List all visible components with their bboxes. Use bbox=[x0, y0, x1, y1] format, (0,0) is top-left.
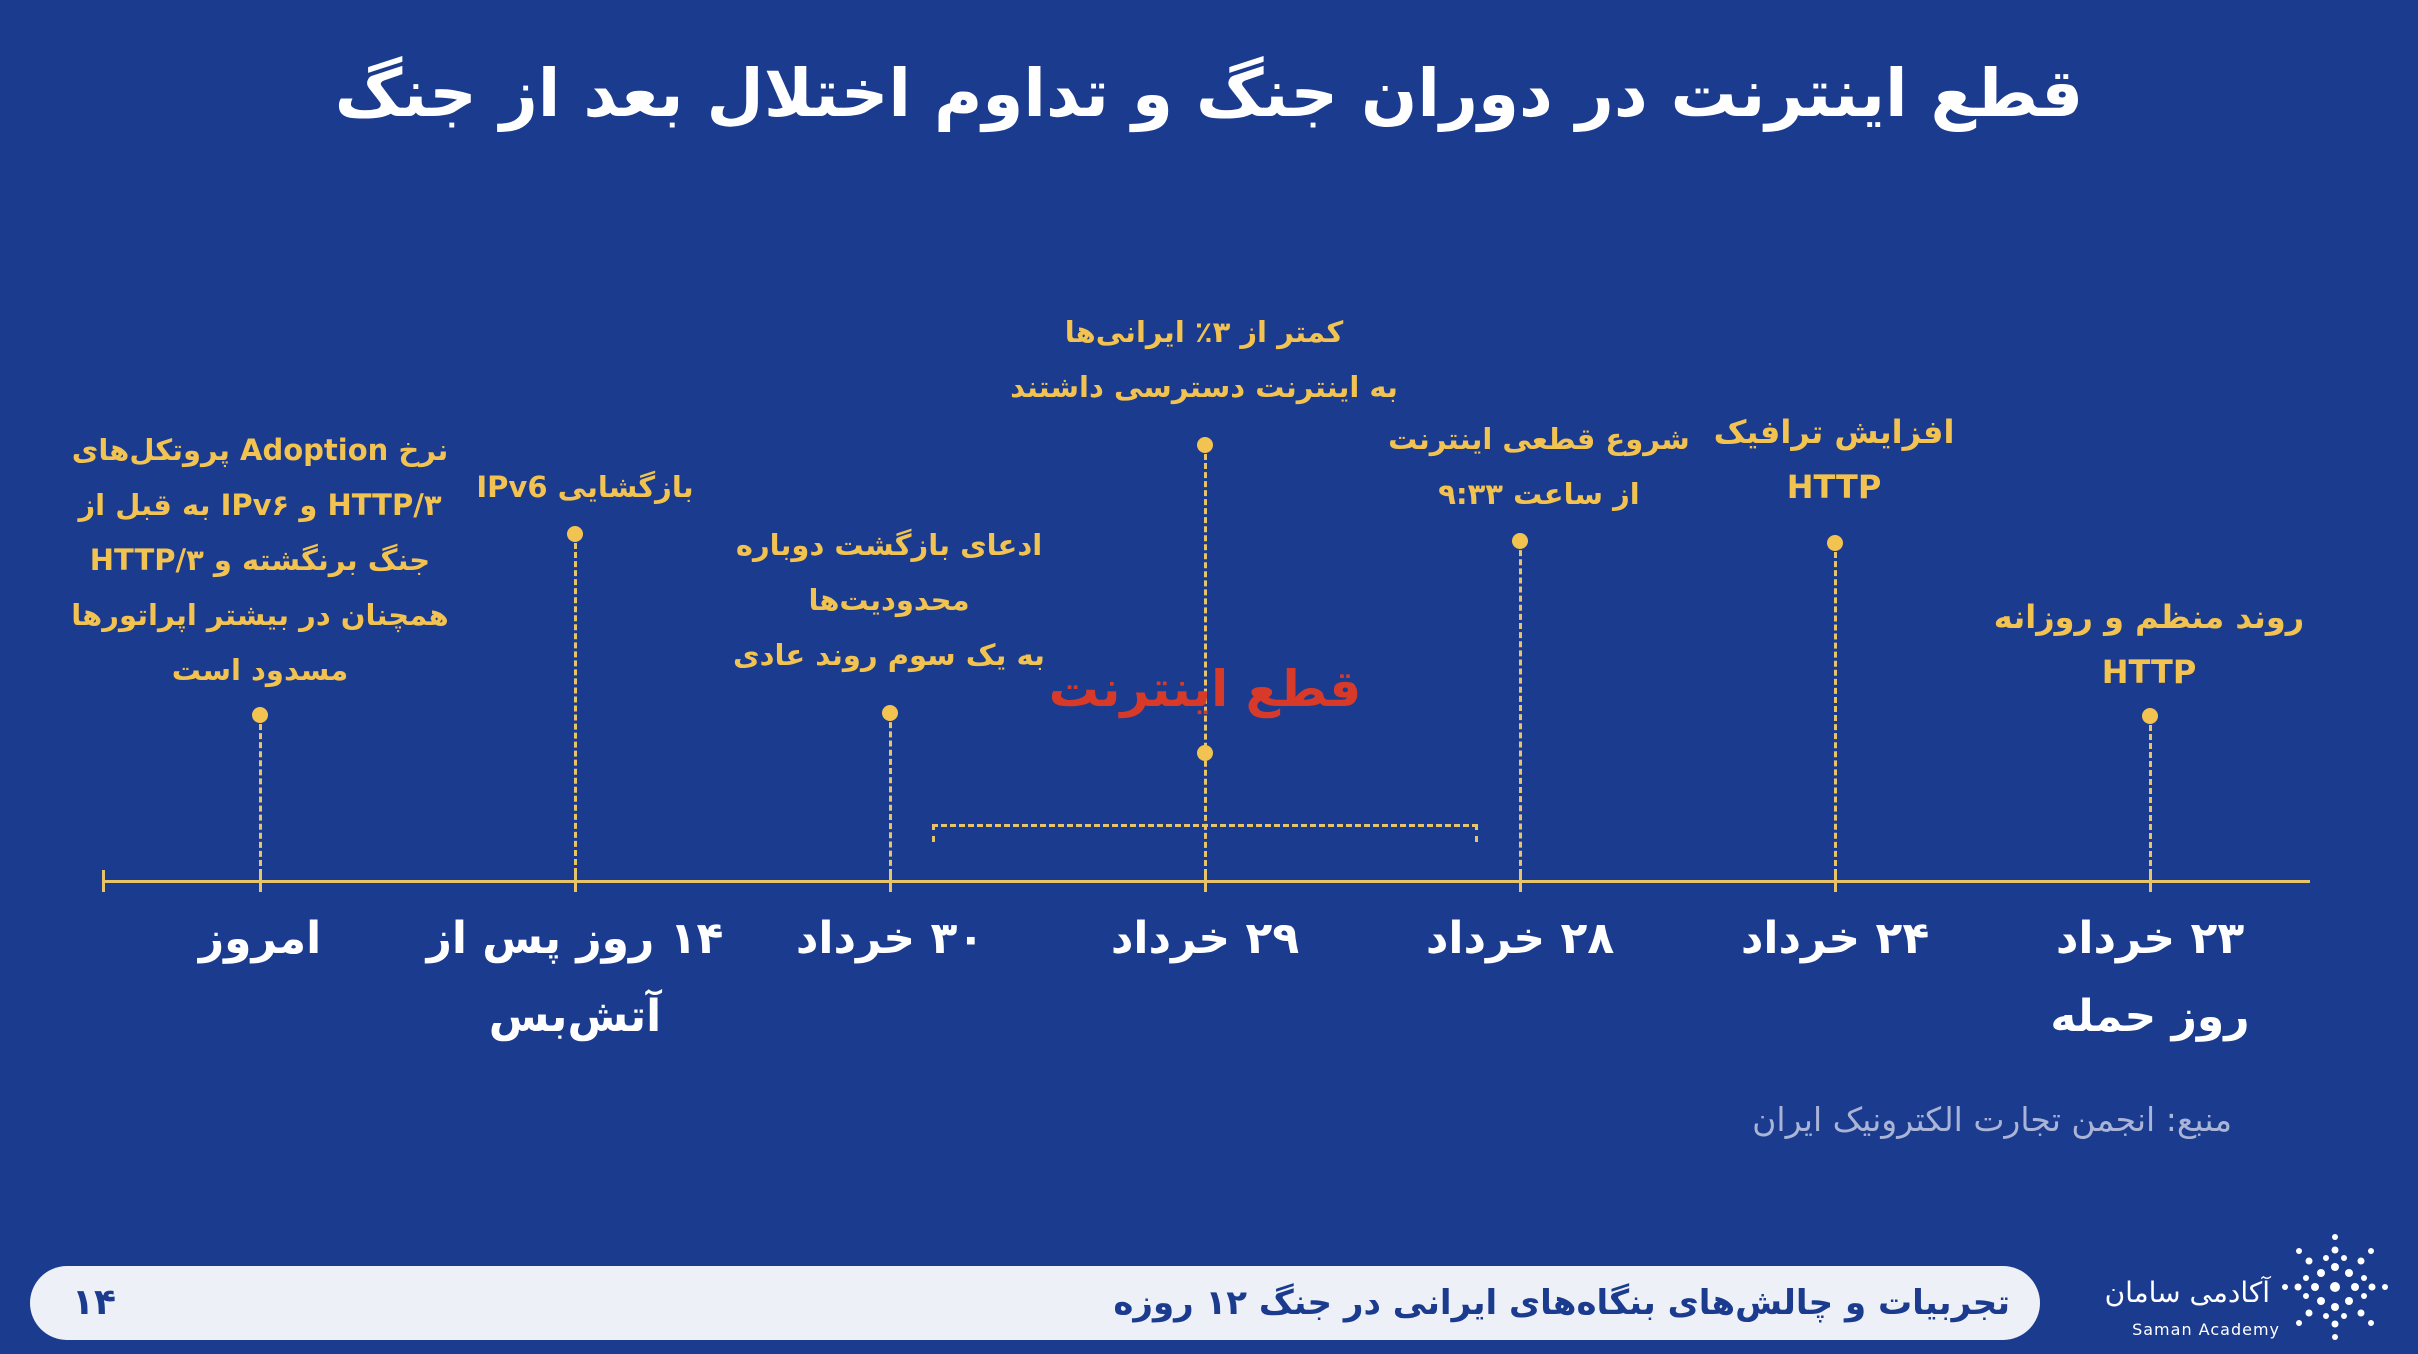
event-line: ادعای بازگشت دوباره bbox=[735, 528, 1043, 562]
event-line: HTTP bbox=[2101, 653, 2197, 691]
event-line: روند منظم و روزانه bbox=[1993, 598, 2305, 636]
date-today bbox=[80, 900, 440, 978]
date-line: آتش‌بس bbox=[488, 991, 662, 1042]
date-24-khordad bbox=[1655, 900, 2015, 978]
date-line: روز حمله bbox=[2050, 991, 2250, 1042]
internet-cut-bracket bbox=[932, 824, 1478, 842]
dotted-tree-logo-icon bbox=[2280, 1232, 2390, 1342]
dot-internet-cut bbox=[1197, 745, 1213, 761]
event-30-khordad bbox=[679, 518, 1099, 683]
dot-ceasefire bbox=[567, 526, 583, 542]
date-line: ۳۰ خرداد bbox=[795, 913, 985, 964]
date-ceasefire bbox=[395, 900, 755, 1056]
leader-ceasefire bbox=[574, 534, 577, 874]
event-ceasefire bbox=[375, 460, 795, 515]
event-line: نرخ Adoption پروتکل‌های bbox=[71, 433, 449, 467]
date-line: ۲۴ خرداد bbox=[1740, 913, 1930, 964]
event-line: شروع قطعی اینترنت bbox=[1388, 422, 1690, 456]
leader-30-khordad bbox=[889, 713, 892, 875]
event-line: همچنان در بیشتر اپراتورها bbox=[71, 598, 449, 632]
event-24-khordad bbox=[1624, 405, 2044, 515]
event-23-khordad bbox=[1939, 590, 2359, 700]
dot-30-khordad bbox=[882, 705, 898, 721]
dot-28-khordad bbox=[1512, 533, 1528, 549]
event-line: مسدود است bbox=[171, 653, 349, 687]
event-line: HTTP/۳ و IPv۶ به قبل از bbox=[78, 488, 442, 522]
date-line: ۲۸ خرداد bbox=[1425, 913, 1615, 964]
logo-name: آکادمی سامان bbox=[2104, 1276, 2270, 1309]
event-line: بازگشایی IPv6 bbox=[476, 470, 694, 504]
event-line: محدودیت‌ها bbox=[808, 583, 970, 617]
date-line: ۱۴ روز پس از bbox=[426, 913, 724, 964]
dot-23-khordad bbox=[2142, 708, 2158, 724]
leader-today bbox=[259, 715, 262, 875]
dot-29-khordad bbox=[1197, 437, 1213, 453]
page-number: ۱۴ bbox=[72, 1282, 116, 1323]
leader-28-khordad bbox=[1519, 541, 1522, 875]
leader-24-khordad bbox=[1834, 543, 1837, 875]
date-line: امروز bbox=[198, 913, 322, 964]
source-note: منبع: انجمن تجارت الکترونیک ایران bbox=[1752, 1100, 2232, 1139]
axis-start-tick bbox=[102, 870, 105, 892]
event-line: به اینترنت دسترسی داشتند bbox=[1010, 370, 1398, 404]
event-line: افزایش ترافیک bbox=[1713, 413, 1955, 451]
internet-cut-label: قطع اینترنت bbox=[1048, 660, 1362, 718]
date-30-khordad bbox=[710, 900, 1070, 978]
logo-subtitle: Saman Academy bbox=[2132, 1320, 2280, 1339]
date-line: ۲۳ خرداد bbox=[2055, 913, 2245, 964]
dot-today bbox=[252, 707, 268, 723]
footer-title: تجربیات و چالش‌های بنگاه‌های ایرانی در جنگ ۱۲ روزه bbox=[1113, 1283, 2010, 1323]
leader-23-khordad bbox=[2149, 716, 2152, 875]
event-line: جنگ برنگشته و HTTP/۳ bbox=[89, 543, 431, 577]
slide-title: قطع اینترنت در دوران جنگ و تداوم اختلال بعد از جنگ bbox=[334, 55, 2084, 132]
event-line: HTTP bbox=[1786, 468, 1882, 506]
date-28-khordad bbox=[1340, 900, 1700, 978]
date-29-khordad bbox=[1025, 900, 1385, 978]
dot-24-khordad bbox=[1827, 535, 1843, 551]
event-line: کمتر از ۳٪ ایرانی‌ها bbox=[1064, 315, 1344, 349]
event-line: از ساعت ۹:۳۳ bbox=[1438, 477, 1640, 511]
date-line: ۲۹ خرداد bbox=[1110, 913, 1300, 964]
event-29-khordad bbox=[994, 305, 1414, 415]
date-23-khordad bbox=[1970, 900, 2330, 1056]
event-line: به یک سوم روند عادی bbox=[733, 638, 1045, 672]
